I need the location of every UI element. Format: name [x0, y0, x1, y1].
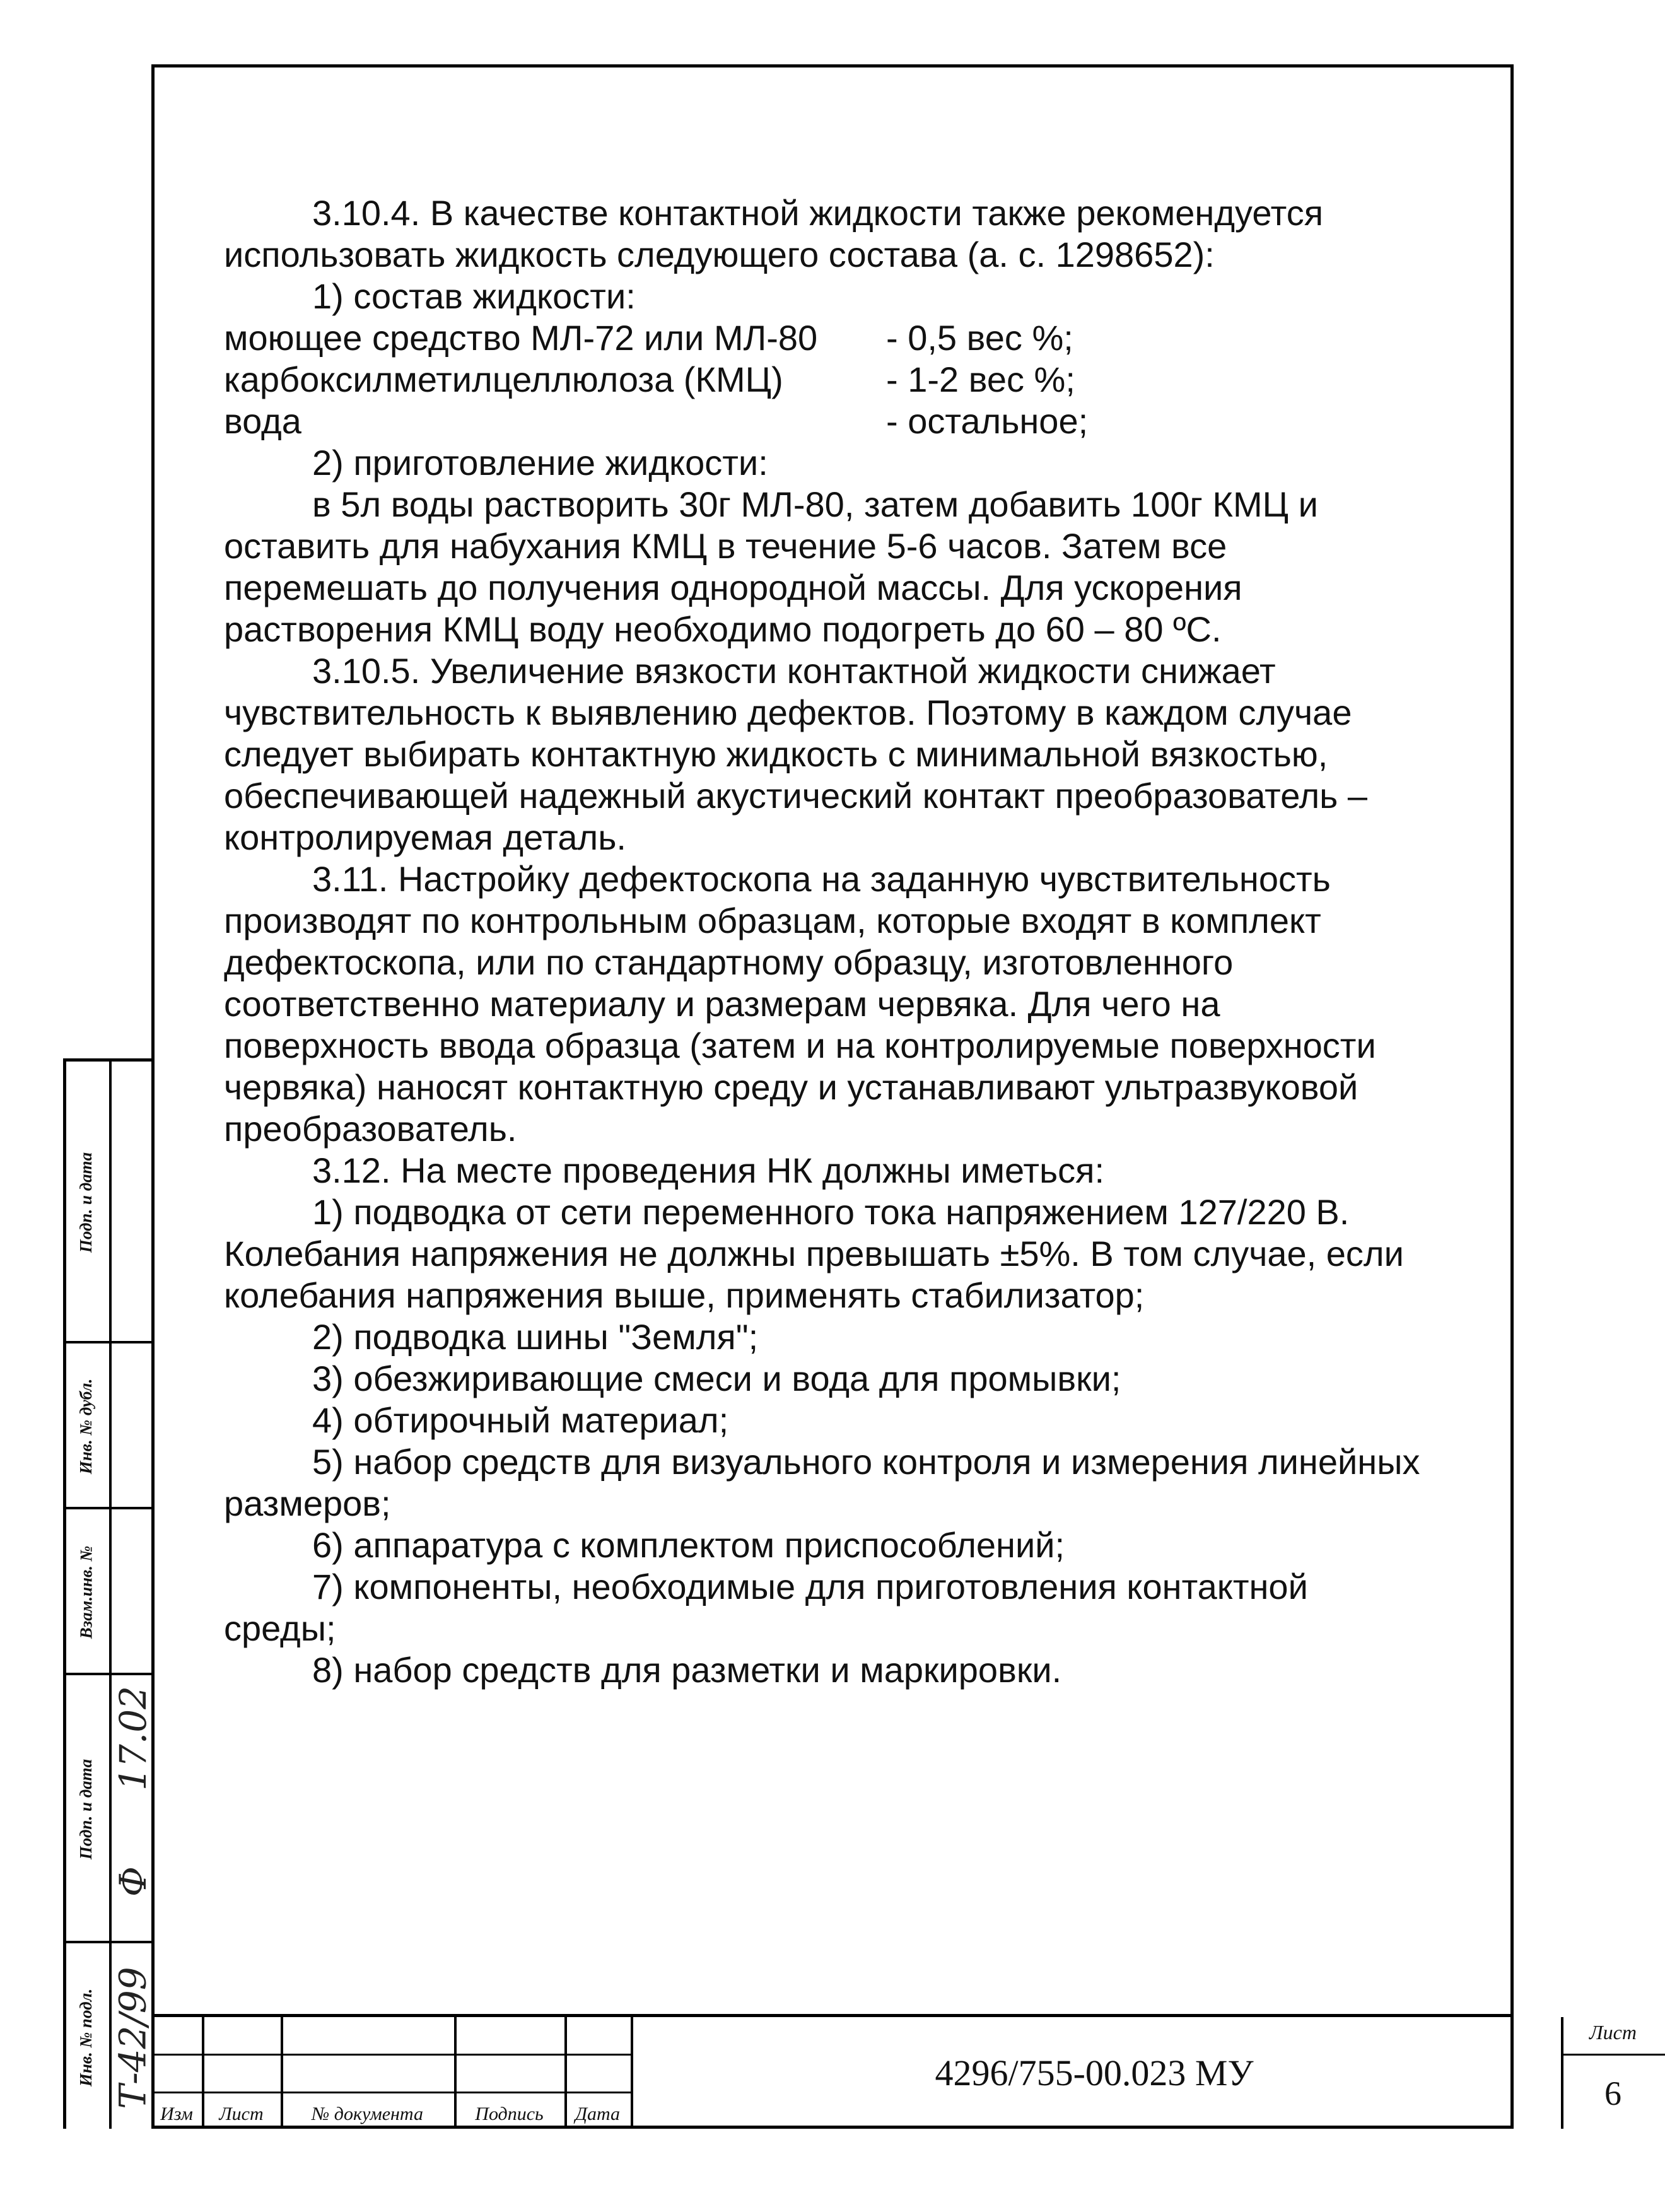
composition-row: [224, 359, 1422, 401]
document-code: 4296/755-00.023 МУ: [935, 2052, 1254, 2093]
list-item: 2) подводка шины "Земля";: [312, 1317, 759, 1357]
sheet-label: Лист: [1589, 2021, 1637, 2044]
header-list: Лист: [219, 2104, 264, 2124]
preparation-heading: 2) приготовление жидкости:: [312, 443, 768, 483]
strip-label: Инв. № подл.: [76, 1988, 96, 2087]
paragraph-3-10-4: 3.10.4. В качестве контактной жидкости также рекомендуется использовать жидкость следующего состава (а. с. 1298652):: [224, 193, 1324, 274]
list-item: 3) обезжиривающие смеси и вода для промывки;: [312, 1359, 1121, 1398]
paragraph-3-12: 3.12. На месте проведения НК должны иметься:: [312, 1150, 1105, 1190]
strip-label: Подп. и дата: [76, 1152, 96, 1253]
handwritten-signature: Ф: [112, 1866, 155, 1897]
title-block: [151, 2014, 1637, 2129]
component-amount: - остальное;: [886, 401, 1089, 441]
component-amount: - 1-2 вес %;: [886, 360, 1075, 399]
list-item: 1) подводка от сети переменного тока напряжением 127/220 В. Колебания напряжения не должны превышать ±5%. В том случае, если колебания напряжения выше, применять стабилизатор;: [224, 1192, 1404, 1315]
header-date: Дата: [575, 2104, 621, 2124]
composition-row: [224, 317, 1422, 359]
side-stamp-strip: [63, 1058, 155, 2129]
strip-label: Инв. № дубл.: [76, 1378, 96, 1475]
header-signature: Подпись: [475, 2104, 544, 2124]
sheet-number: 6: [1604, 2074, 1621, 2112]
handwritten-inventory: Т-42/99: [112, 1966, 155, 2109]
list-item: 5) набор средств для визуального контроля и измерения линейных размеров;: [224, 1442, 1420, 1523]
component-name: вода: [224, 401, 301, 441]
composition-heading: 1) состав жидкости:: [312, 276, 636, 316]
component-amount: - 0,5 вес %;: [886, 318, 1073, 358]
handwritten-date: 17.02: [112, 1685, 155, 1791]
header-doc-number: № документа: [312, 2104, 423, 2124]
component-name: моющее средство МЛ-72 или МЛ-80: [224, 318, 818, 358]
preparation-text: в 5л воды растворить 30г МЛ-80, затем добавить 100г КМЦ и оставить для набухания КМЦ в течение 5-6 часов. Затем все перемешать до получения однородной массы. Для ускорения растворения КМЦ воду необходимо подогреть до 60 – 80 ºС.: [224, 484, 1318, 649]
list-item: 6) аппаратура с комплектом приспособлений;: [312, 1525, 1065, 1565]
grid-line: [151, 2054, 631, 2056]
list-item: 7) компоненты, необходимые для приготовления контактной среды;: [224, 1567, 1308, 1648]
component-name: карбоксилметилцеллюлоза (КМЦ): [224, 360, 783, 399]
list-item: 4) обтирочный материал;: [312, 1400, 729, 1440]
paragraph-3-11: 3.11. Настройку дефектоскопа на заданную чувствительность производят по контрольным образцам, которые входят в комплект дефектоскопа, или по стандартному образцу, изготовленного соответственно материалу и размерам червяка. Для чего на поверхность ввода образца (затем и на контролируемые поверхности червяка) наносят контактную среду и устанавливают ультразвуковой преобразователь.: [224, 859, 1376, 1149]
composition-row: [224, 401, 1422, 442]
grid-line: [151, 2092, 631, 2093]
grid-line: [1561, 2054, 1665, 2056]
document-body: [224, 192, 1422, 1691]
header-izm: Изм: [160, 2104, 193, 2124]
strip-label: Подп. и дата: [76, 1758, 96, 1860]
strip-label: Взам.инв. №: [76, 1545, 96, 1639]
list-item: 8) набор средств для разметки и маркировки.: [312, 1650, 1062, 1690]
paragraph-3-10-5: 3.10.5. Увеличение вязкости контактной жидкости снижает чувствительность к выявлению дефектов. Поэтому в каждом случае следует выбирать контактную жидкость с минимальной вязкостью, обеспечивающей надежный акустический контакт преобразователь – контролируемая деталь.: [224, 651, 1368, 857]
